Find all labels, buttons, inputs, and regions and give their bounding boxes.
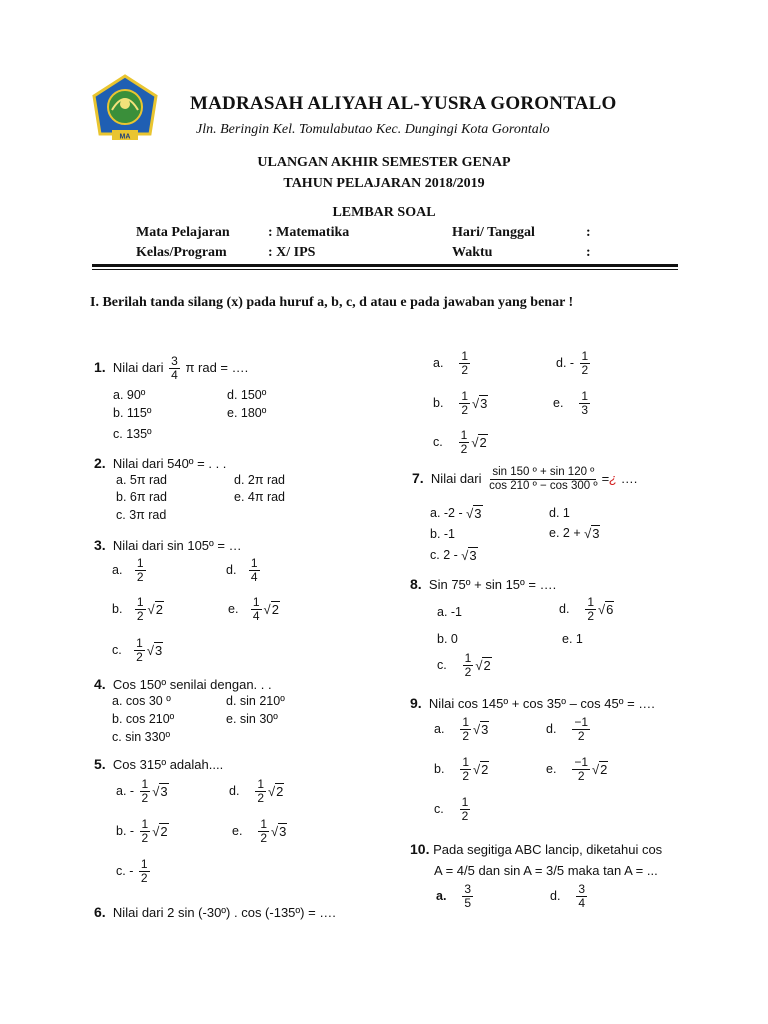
time-value: :: [586, 245, 591, 260]
option-d[interactable]: d. $\frac{1}{2}$ √6: [559, 595, 614, 623]
option-e[interactable]: e. 2 + √3: [549, 526, 600, 542]
option-c[interactable]: c. $\frac{1}{2}$ √2: [437, 651, 491, 679]
question-7: 7. Nilai dari $\frac{\text{sin 150 º + sin 120 º}}{\text{cos 210 º − cos 300 º}}$ =¿ ….: [412, 466, 638, 492]
header-rule-thin: [92, 269, 678, 270]
option-a[interactable]: a. -2 - √3: [430, 506, 482, 522]
question-4: 4. Cos 150º senilai dengan. . .: [94, 676, 272, 692]
school-logo: [90, 74, 160, 146]
option-c[interactable]: c. $\frac{1}{2}$: [434, 795, 469, 823]
option-d[interactable]: d. sin 210º: [226, 694, 285, 708]
option-d[interactable]: d. $\frac{1}{2}$ √2: [229, 777, 284, 805]
option-c[interactable]: c. 3π rad: [116, 508, 167, 522]
subject-value: : Matematika: [268, 225, 350, 240]
option-e[interactable]: e. $\frac{1}{4}$ √2: [228, 595, 279, 623]
question-number: 3.: [94, 537, 106, 553]
question-number: 9.: [410, 695, 422, 711]
class-value: : X/ IPS: [268, 245, 316, 260]
option-d[interactable]: d. 1: [549, 506, 570, 520]
school-address: Jln. Beringin Kel. Tomulabutao Kec. Dungingi Kota Gorontalo: [196, 122, 550, 137]
subject-label: Mata Pelajaran: [136, 225, 230, 240]
question-1: 1. Nilai dari $\frac{3}{4}$ π rad = ….: [94, 354, 249, 382]
option-a[interactable]: a. $\frac{3}{5}$: [436, 882, 472, 910]
option-c[interactable]: c. $\frac{1}{2}$ √2: [433, 428, 487, 456]
option-c[interactable]: c. 135º: [113, 427, 152, 441]
question-number: 4.: [94, 676, 106, 692]
option-b[interactable]: b. 0: [437, 632, 458, 646]
question-number: 10.: [410, 841, 430, 857]
option-a[interactable]: a. 90º: [113, 388, 146, 402]
option-b[interactable]: b. $\frac{1}{2}$ √2: [112, 595, 163, 623]
option-b[interactable]: b. 115º: [113, 406, 152, 420]
option-d[interactable]: d. $\frac{1}{4}$: [226, 556, 258, 584]
option-c[interactable]: c. - $\frac{1}{2}$: [116, 857, 148, 885]
option-a[interactable]: a. -1: [437, 605, 463, 619]
option-c[interactable]: c. 2 - √3: [430, 548, 477, 564]
option-b[interactable]: b. 6π rad: [116, 490, 168, 504]
option-b[interactable]: b. -1: [430, 527, 456, 541]
option-d[interactable]: d. 2π rad: [234, 473, 286, 487]
time-label: Waktu: [452, 245, 493, 260]
option-e[interactable]: e. sin 30º: [226, 712, 278, 726]
option-a[interactable]: a. $\frac{1}{2}$: [112, 556, 144, 584]
option-d[interactable]: d. $\frac{-1}{2}$: [546, 715, 589, 743]
class-label: Kelas/Program: [136, 245, 227, 260]
option-a[interactable]: a. cos 30 º: [112, 694, 171, 708]
question-5: 5. Cos 315º adalah....: [94, 756, 224, 772]
question-6: 6. Nilai dari 2 sin (-30º) . cos (-135º) = ….: [94, 904, 336, 920]
option-d[interactable]: d. $\frac{3}{4}$: [550, 882, 586, 910]
question-10: 10. Pada segitiga ABC lancip, diketahui cos: [410, 841, 663, 857]
option-d[interactable]: d. - $\frac{1}{2}$: [556, 349, 589, 377]
question-number: 5.: [94, 756, 106, 772]
sheet-title: LEMBAR SOAL: [332, 205, 436, 220]
option-e[interactable]: e. 180º: [227, 406, 267, 420]
option-a[interactable]: a. $\frac{1}{2}$: [433, 349, 469, 377]
option-a[interactable]: a. - $\frac{1}{2}$ √3: [116, 777, 168, 805]
question-3: 3. Nilai dari sin 105º = …: [94, 537, 242, 553]
question-number: 7.: [412, 469, 424, 486]
question-number: 2.: [94, 455, 106, 471]
option-b[interactable]: b. - $\frac{1}{2}$ √2: [116, 817, 168, 845]
option-b[interactable]: b. cos 210º: [112, 712, 175, 726]
instruction: I. Berilah tanda silang (x) pada huruf a, b, c, d atau e pada jawaban yang benar !: [90, 295, 574, 310]
header-rule-thick: [92, 264, 678, 267]
exam-title: ULANGAN AKHIR SEMESTER GENAP: [257, 155, 511, 170]
option-e[interactable]: e. $\frac{1}{2}$ √3: [232, 817, 287, 845]
option-b[interactable]: b. $\frac{1}{2}$ √2: [434, 755, 489, 783]
question-9: 9. Nilai cos 145º + cos 35º – cos 45º = ….: [410, 695, 655, 711]
school-name: MADRASAH ALIYAH AL-YUSRA GORONTALO: [190, 93, 617, 114]
option-e[interactable]: e. 4π rad: [234, 490, 286, 504]
option-a[interactable]: a. $\frac{1}{2}$ √3: [434, 715, 489, 743]
question-2: 2. Nilai dari 540º = . . .: [94, 455, 227, 471]
question-number: 6.: [94, 904, 106, 920]
option-c[interactable]: c. $\frac{1}{2}$ √3: [112, 636, 163, 664]
question-8: 8. Sin 75º + sin 15º = ….: [410, 576, 557, 592]
option-e[interactable]: e. $\frac{1}{3}$: [553, 389, 589, 417]
question-10-line2: A = 4/5 dan sin A = 3/5 maka tan A = ...: [434, 863, 658, 878]
option-b[interactable]: b. $\frac{1}{2}$ √3: [433, 389, 488, 417]
question-number: 8.: [410, 576, 422, 592]
fraction: $\frac{3}{4}$: [171, 354, 178, 382]
stray-mark: ¿: [609, 470, 618, 486]
date-value: :: [586, 225, 591, 240]
option-a[interactable]: a. 5π rad: [116, 473, 168, 487]
option-d[interactable]: d. 150º: [227, 388, 267, 402]
option-c[interactable]: c. sin 330º: [112, 730, 171, 744]
question-number: 1.: [94, 358, 106, 375]
exam-year: TAHUN PELAJARAN 2018/2019: [283, 176, 485, 191]
option-e[interactable]: e. 1: [562, 632, 583, 646]
date-label: Hari/ Tanggal: [452, 225, 535, 240]
option-e[interactable]: e. $\frac{-1}{2}$ √2: [546, 755, 608, 783]
logo-text: MA: [119, 133, 131, 141]
